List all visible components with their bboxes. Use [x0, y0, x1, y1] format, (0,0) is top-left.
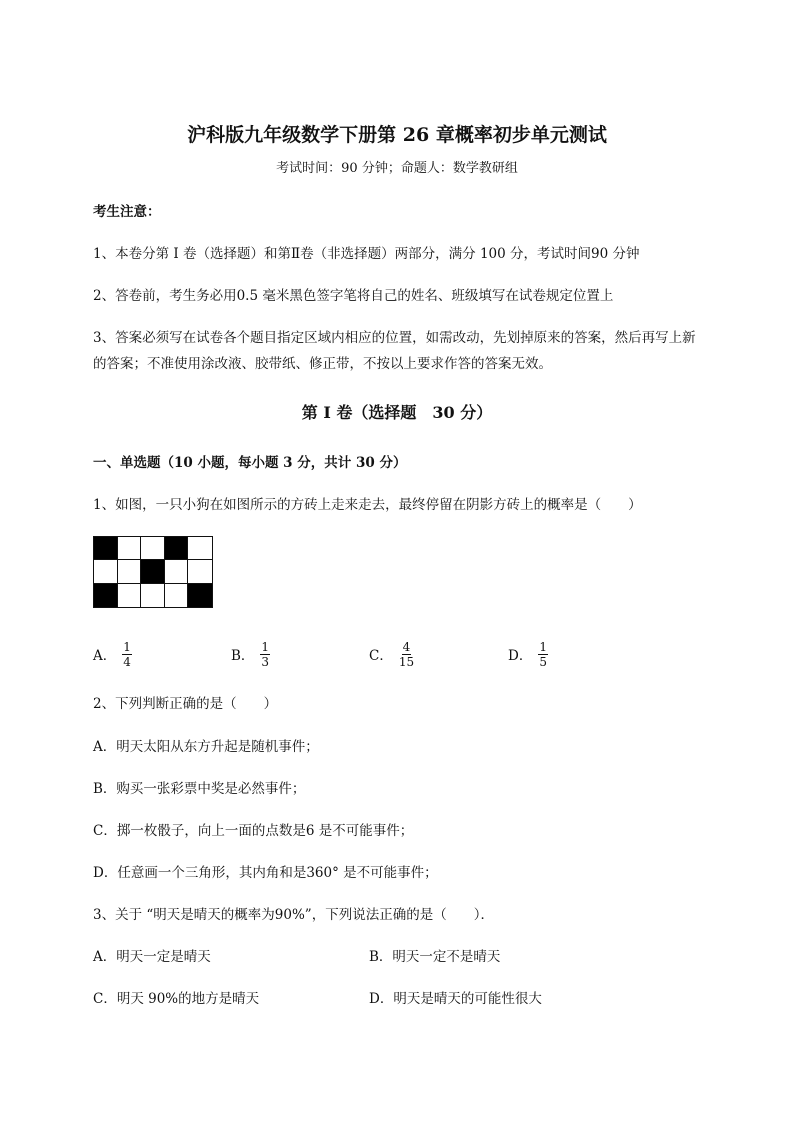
document-subtitle: 考试时间：90 分钟；命题人：数学教研组	[276, 161, 518, 176]
fraction-numerator: 1	[539, 639, 547, 654]
q2-option-b: B．购买一张彩票中奖是必然事件；	[93, 781, 306, 797]
part-heading: 一、单选题（10 小题，每小题 3 分，共计 30 分）	[93, 455, 407, 471]
q1-option-a-label: A．	[93, 648, 117, 664]
white-tile	[118, 537, 142, 560]
shaded-tile	[94, 537, 118, 560]
document-title: 沪科版九年级数学下册第 26 章概率初步单元测试	[187, 124, 607, 146]
fraction-denominator: 4	[123, 654, 131, 669]
q2-option-d: D．任意画一个三角形，其内角和是360° 是不可能事件；	[93, 865, 438, 881]
shaded-tile	[165, 537, 189, 560]
white-tile	[141, 537, 165, 560]
q3-option-c: C．明天 90%的地方是晴天	[93, 991, 260, 1007]
q3-option-a: A．明天一定是晴天	[93, 949, 211, 965]
white-tile	[188, 537, 212, 560]
notice-item-3: 3、答案必须写在试卷各个题目指定区域内相应的位置，如需改动，先划掉原来的答案，然后再写上新	[93, 330, 696, 346]
q3-option-d: D．明天是晴天的可能性很大	[369, 991, 542, 1007]
notice-heading: 考生注意：	[93, 204, 161, 220]
q3-option-b: B．明天一定不是晴天	[369, 949, 501, 965]
fraction-numerator: 1	[123, 639, 131, 654]
white-tile	[94, 560, 118, 583]
q2-option-a: A．明天太阳从东方升起是随机事件；	[93, 739, 319, 755]
white-tile	[188, 560, 212, 583]
q2-stem: 2、下列判断正确的是（ ）	[93, 696, 278, 712]
q1-option-c	[369, 636, 414, 672]
q3-stem: 3、关于 “明天是晴天的概率为90%”，下列说法正确的是（ ）．	[93, 907, 494, 923]
notice-item-1: 1、本卷分第 I 卷（选择题）和第Ⅱ卷（非选择题）两部分，满分 100 分，考试时间90 分钟	[93, 246, 640, 262]
fraction-numerator: 4	[402, 639, 411, 654]
q1-option-d-fraction	[538, 640, 548, 669]
q1-option-a-fraction	[122, 640, 132, 669]
q1-stem: 1、如图，一只小狗在如图所示的方砖上走来走去，最终停留在阴影方砖上的概率是（ ）	[93, 497, 642, 513]
white-tile	[118, 584, 142, 607]
shaded-tile	[141, 560, 165, 583]
fraction-numerator: 1	[261, 639, 270, 654]
q2-option-c: C．掷一枚骰子，向上一面的点数是6 是不可能事件；	[93, 823, 414, 839]
q1-option-c-label: C．	[369, 648, 393, 664]
notice-item-3-cont: 的答案；不准使用涂改液、胶带纸、修正带，不按以上要求作答的答案无效。	[93, 356, 552, 372]
notice-item-2: 2、答卷前，考生务必用0.5 毫米黑色签字笔将自己的姓名、班级填写在试卷规定位置上	[93, 288, 614, 304]
q1-option-b	[231, 636, 270, 672]
q1-option-c-fraction	[399, 640, 414, 669]
fraction-denominator: 3	[261, 654, 270, 669]
tile-grid-figure	[93, 536, 213, 608]
fraction-denominator: 5	[539, 654, 547, 669]
white-tile	[165, 584, 189, 607]
q1-option-b-fraction	[260, 640, 270, 669]
shaded-tile	[188, 584, 212, 607]
q1-option-a	[93, 636, 132, 672]
q1-option-b-label: B．	[231, 648, 255, 664]
white-tile	[141, 584, 165, 607]
q1-option-d	[508, 636, 548, 672]
white-tile	[118, 560, 142, 583]
shaded-tile	[94, 584, 118, 607]
white-tile	[165, 560, 189, 583]
fraction-denominator: 15	[398, 654, 415, 669]
section-title: 第 I 卷（选择题 30 分）	[301, 403, 493, 422]
q1-option-d-label: D．	[508, 648, 533, 664]
